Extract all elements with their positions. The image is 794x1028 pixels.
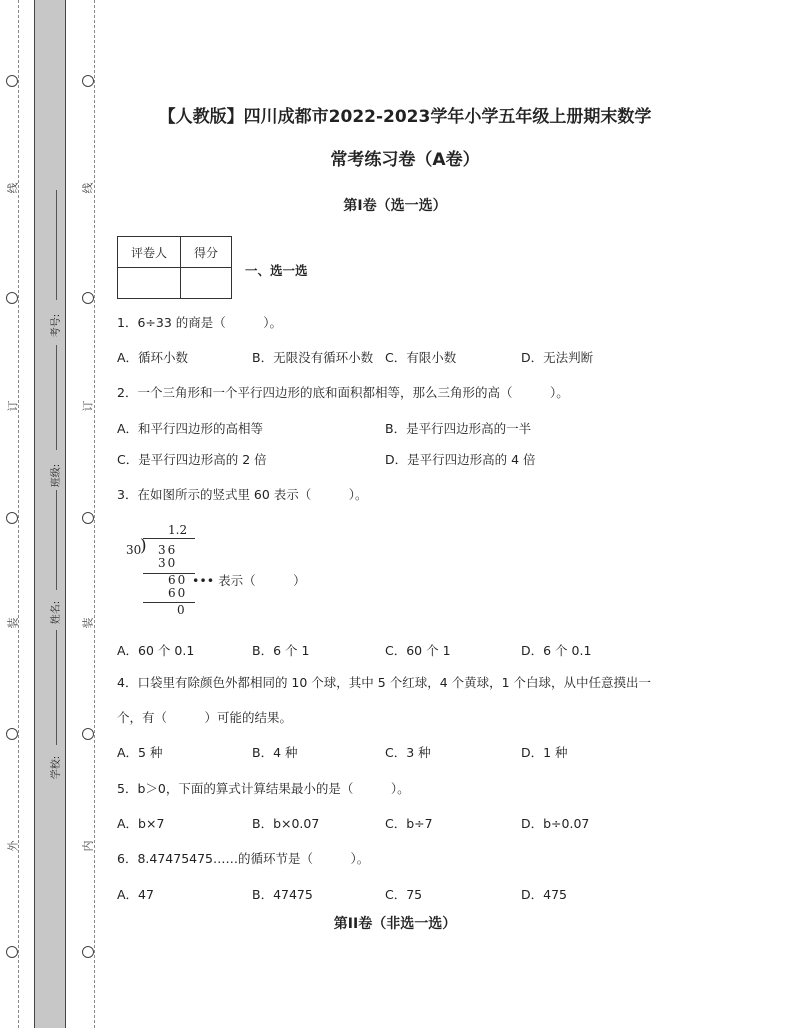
- name-line: [56, 490, 57, 590]
- q6-option-b: B．47475: [252, 887, 313, 902]
- binding-hole: [6, 728, 18, 740]
- class-line: [56, 345, 57, 450]
- margin-char-ding: 订: [6, 400, 20, 412]
- exam-number-line: [56, 190, 57, 300]
- final-remainder: 0: [177, 603, 185, 617]
- q1-option-d: D．无法判断: [521, 350, 594, 365]
- q5-option-d: D．b÷0.07: [521, 816, 590, 831]
- margin-char-xian: 线: [6, 182, 20, 194]
- q4-option-d: D．1 种: [521, 745, 568, 760]
- margin-char-wai: 外: [6, 840, 20, 852]
- dividend: 36: [158, 543, 178, 557]
- binding-hole: [6, 946, 18, 958]
- q6-option-c: C．75: [385, 887, 423, 902]
- grader-cell[interactable]: [118, 268, 181, 299]
- sub-line-2: [143, 602, 195, 603]
- q2-option-d: D．是平行四边形高的 4 倍: [385, 452, 536, 467]
- q5-option-b: B．b×0.07: [252, 816, 320, 831]
- subtract-2: 60: [168, 586, 188, 600]
- score-header: 得分: [181, 237, 232, 268]
- division-bracket: ): [140, 536, 147, 556]
- binding-hole: [82, 512, 94, 524]
- class-label: 班级:: [51, 463, 63, 488]
- q3-option-a: A．60 个 0.1: [117, 643, 195, 658]
- binding-hole: [6, 512, 18, 524]
- binding-dashed-line-inner: [94, 0, 95, 1028]
- q6-option-a: A．47: [117, 887, 154, 902]
- binding-dashed-line-outer: [18, 0, 19, 1028]
- question-4-line1: 4．口袋里有除颜色外都相同的 10 个球，其中 5 个红球，4 个黄球，1 个白球，从中任意摸出一: [117, 675, 652, 690]
- q1-option-c: C．有限小数: [385, 350, 457, 365]
- name-label: 姓名:: [51, 600, 63, 625]
- binding-hole: [82, 75, 94, 87]
- school-line: [56, 630, 57, 745]
- annotation-note: ••• 表示（ ）: [192, 573, 306, 588]
- question-2: 2．一个三角形和一个平行四边形的底和面积都相等，那么三角形的高（ ）。: [117, 385, 569, 400]
- question-6: 6．8.47475475……的循环节是（ ）。: [117, 851, 370, 866]
- margin-char-nei: 内: [81, 840, 95, 852]
- part2-heading: 第II卷（非选一选）: [333, 916, 457, 932]
- binding-hole: [82, 292, 94, 304]
- margin-char-ding: 订: [81, 400, 95, 412]
- subtract-1: 30: [158, 556, 178, 570]
- score-cell[interactable]: [181, 268, 232, 299]
- question-1: 1．6÷33 的商是（ ）。: [117, 315, 283, 330]
- exam-title-line2: 常考练习卷（A卷）: [330, 150, 480, 170]
- binding-hole: [82, 946, 94, 958]
- q6-option-d: D．475: [521, 887, 567, 902]
- question-5: 5．b＞0，下面的算式计算结果最小的是（ ）。: [117, 781, 410, 796]
- remainder-60: 60: [168, 573, 188, 587]
- section-heading: 一、选一选: [245, 263, 308, 278]
- q1-option-b: B．无限没有循环小数: [252, 350, 374, 365]
- q2-option-b: B．是平行四边形高的一半: [385, 421, 532, 436]
- binding-hole: [82, 728, 94, 740]
- margin-char-xian: 线: [81, 182, 95, 194]
- q2-option-a: A．和平行四边形的高相等: [117, 421, 264, 436]
- q4-option-a: A．5 种: [117, 745, 163, 760]
- q4-option-b: B．4 种: [252, 745, 298, 760]
- question-4-line2: 个，有（ ）可能的结果。: [117, 710, 293, 725]
- q3-option-c: C．60 个 1: [385, 643, 451, 658]
- margin-char-zhuang: 装: [81, 617, 95, 629]
- q3-option-b: B．6 个 1: [252, 643, 310, 658]
- score-table: [117, 236, 232, 299]
- q4-option-c: C．3 种: [385, 745, 431, 760]
- binding-strip: [34, 0, 66, 1028]
- quotient: 1.2: [168, 523, 188, 537]
- question-3: 3．在如图所示的竖式里 60 表示（ ）。: [117, 487, 368, 502]
- q1-option-a: A．循环小数: [117, 350, 189, 365]
- school-label: 学校:: [51, 755, 63, 780]
- divisor: 30: [126, 543, 142, 557]
- binding-hole: [6, 75, 18, 87]
- part1-heading: 第I卷（选一选）: [343, 198, 447, 214]
- exam-title-line1: 【人教版】四川成都市2022-2023学年小学五年级上册期末数学: [158, 107, 652, 127]
- q3-option-d: D．6 个 0.1: [521, 643, 592, 658]
- q5-option-a: A．b×7: [117, 816, 165, 831]
- exam-number-label: 考号:: [51, 313, 63, 338]
- division-bar: [143, 538, 195, 539]
- margin-char-zhuang: 装: [6, 617, 20, 629]
- grader-header: 评卷人: [118, 237, 181, 268]
- q5-option-c: C．b÷7: [385, 816, 433, 831]
- q2-option-c: C．是平行四边形高的 2 倍: [117, 452, 267, 467]
- binding-hole: [6, 292, 18, 304]
